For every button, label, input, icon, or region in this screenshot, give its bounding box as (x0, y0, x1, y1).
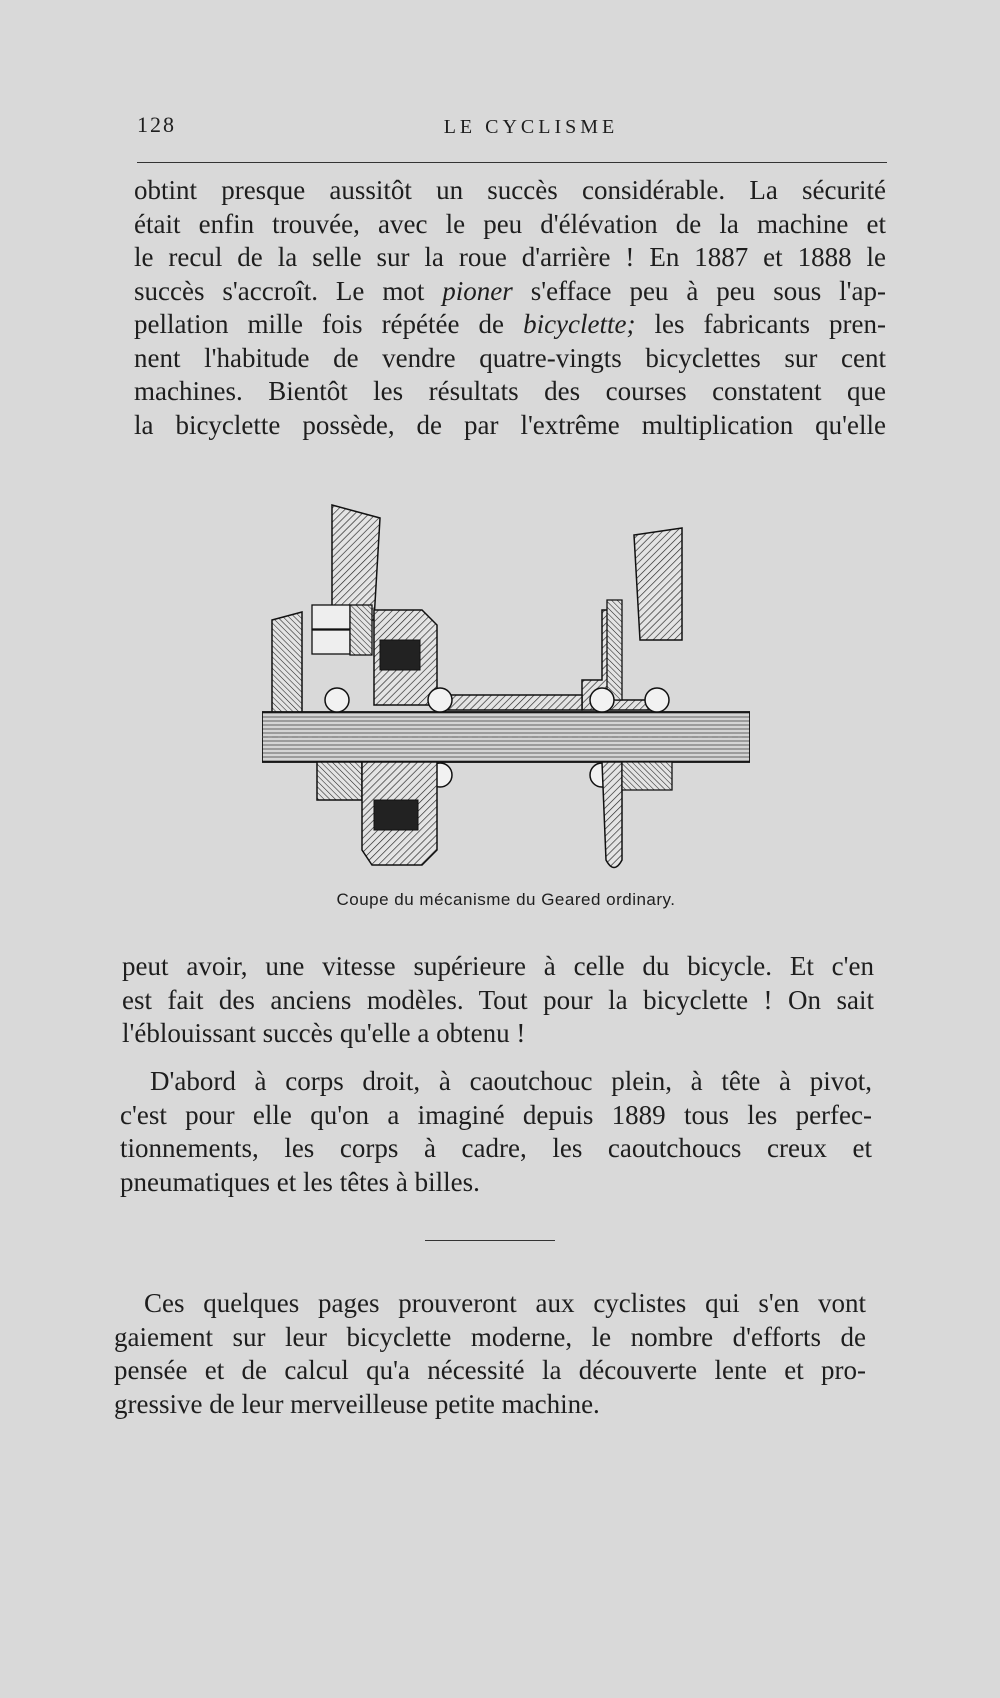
right-fork (634, 528, 682, 640)
page-header (137, 112, 885, 142)
text-line: tionnements, les corps à cadre, les caoutchoucs creux et (120, 1133, 872, 1163)
running-title: LE CYCLISME (443, 116, 619, 138)
right-lower-block (622, 762, 672, 790)
text-line (134, 275, 886, 309)
text-line: Ces quelques pages prouveront aux cyclistes qui s'en vont (144, 1288, 866, 1318)
text-fragment: pellation mille fois répétée de (134, 309, 524, 339)
text-fragment: les fabricants pren- (635, 309, 886, 339)
text-fragment: succès s'accroît. Le mot (134, 275, 443, 306)
lower-left-housing (317, 762, 362, 800)
text-line: machines. Bientôt les résultats des courses constatent que (134, 376, 886, 406)
ball-bearing (645, 688, 669, 712)
figure-caption: Coupe du mécanisme du Geared ordinary. (336, 890, 676, 909)
gear-block (374, 800, 418, 830)
text-line: gressive de leur merveilleuse petite machine. (114, 1388, 600, 1419)
text-fragment: s'efface peu à peu sous l'ap- (512, 275, 886, 306)
paragraph-3 (120, 1065, 872, 1199)
ball-bearing (590, 688, 614, 712)
text-line: était enfin trouvée, avec le peu d'élévation de la machine et (134, 208, 886, 239)
italic-word: pioner (442, 275, 513, 306)
text-line: le recul de la selle sur la roue d'arrière ! En 1887 et 1888 le (134, 242, 886, 272)
left-fork (332, 505, 380, 620)
text-line: pensée et de calcul qu'a nécessité la découverte lente et pro- (114, 1355, 866, 1385)
nut (312, 605, 350, 629)
text-line: l'éblouissant succès qu'elle a obtenu ! (122, 1018, 526, 1048)
page-number: 128 (137, 112, 176, 137)
text-line (134, 308, 886, 342)
ball-bearing (325, 688, 349, 712)
text-line: pneumatiques et les têtes à billes. (120, 1166, 480, 1197)
text-line: obtint presque aussitôt un succès considérable. La sécurité (134, 175, 886, 205)
hub-barrel (437, 695, 582, 710)
text-line: la bicyclette possède, de par l'extrême multiplication qu'elle (134, 409, 886, 440)
right-flange-tall (607, 600, 622, 700)
text-line: gaiement sur leur bicyclette moderne, le nombre d'efforts de (114, 1321, 866, 1352)
paragraph-4 (114, 1287, 866, 1421)
nut (312, 630, 350, 654)
text-line: peut avoir, une vitesse supérieure à celle du bicycle. Et c'en (122, 951, 874, 981)
text-line: est fait des anciens modèles. Tout pour la bicyclette ! On sait (122, 984, 874, 1015)
text-line: nent l'habitude de vendre quatre-vingts bicyclettes sur cent (134, 342, 886, 373)
ball-bearing (428, 688, 452, 712)
text-line: c'est pour elle qu'on a imaginé depuis 1889 tous les perfec- (120, 1099, 872, 1130)
paragraph-2 (122, 950, 874, 1051)
gear-block (380, 640, 420, 670)
nut (350, 605, 372, 655)
right-flange-lower (602, 762, 622, 868)
hub-mechanism-illustration (262, 500, 750, 885)
section-divider (425, 1240, 555, 1241)
italic-word: bicyclette; (523, 309, 636, 339)
paragraph-1 (134, 174, 886, 442)
text-line: D'abord à corps droit, à caoutchouc plein, à tête à pivot, (150, 1066, 872, 1096)
header-rule (137, 162, 887, 163)
